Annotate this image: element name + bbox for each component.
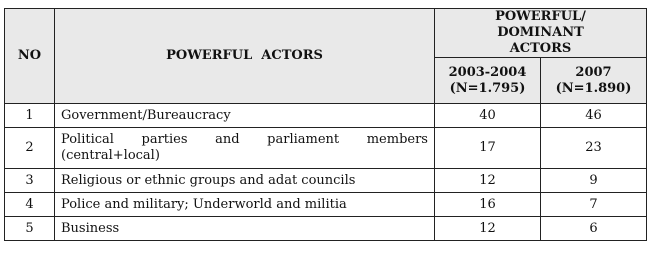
row-number: 4 bbox=[5, 193, 55, 217]
word-parties: parties bbox=[141, 132, 188, 147]
header-powerful-actors: POWERFUL ACTORS bbox=[55, 9, 435, 104]
header-no: NO bbox=[5, 9, 55, 104]
header-col2-label: 2007 (N=1.890) bbox=[555, 64, 632, 96]
header-2007 bbox=[541, 58, 647, 104]
table-row bbox=[5, 104, 647, 128]
word-parliament: parliament bbox=[267, 132, 340, 147]
header-col1-label: 2003-2004 (N=1.795) bbox=[448, 64, 527, 96]
table-row bbox=[5, 169, 647, 193]
row-value-2007: 46 bbox=[541, 104, 647, 128]
row-actor bbox=[55, 128, 435, 169]
row-value-2007: 9 bbox=[541, 169, 647, 193]
table-row bbox=[5, 128, 647, 169]
row-value-2003-2004: 40 bbox=[435, 104, 541, 128]
row-value-2003-2004: 17 bbox=[435, 128, 541, 169]
row-value-2007: 6 bbox=[541, 217, 647, 241]
word-and: and bbox=[215, 132, 240, 147]
word-political: Political bbox=[61, 132, 114, 147]
header-row-1 bbox=[5, 9, 647, 58]
word-members: members bbox=[366, 132, 428, 147]
table-row bbox=[5, 193, 647, 217]
cut-off-caption bbox=[0, 0, 654, 7]
cut-off-following-text bbox=[0, 252, 654, 268]
row-actor: Religious or ethnic groups and adat councils bbox=[55, 169, 435, 193]
row-actor-line-2: (central+local) bbox=[61, 148, 160, 163]
header-powerful-dominant-actors bbox=[435, 9, 647, 58]
row-actor-line-1 bbox=[61, 132, 428, 148]
header-group-label: POWERFUL/ DOMINANT ACTORS bbox=[495, 9, 586, 56]
row-number: 1 bbox=[5, 104, 55, 128]
row-value-2003-2004: 12 bbox=[435, 217, 541, 241]
row-number: 3 bbox=[5, 169, 55, 193]
row-value-2007: 23 bbox=[541, 128, 647, 169]
row-value-2007: 7 bbox=[541, 193, 647, 217]
row-value-2003-2004: 12 bbox=[435, 169, 541, 193]
powerful-actors-table bbox=[4, 8, 647, 241]
row-actor: Government/Bureaucracy bbox=[55, 104, 435, 128]
header-2003-2004 bbox=[435, 58, 541, 104]
row-actor: Police and military; Underworld and militia bbox=[55, 193, 435, 217]
row-actor: Business bbox=[55, 217, 435, 241]
row-number: 2 bbox=[5, 128, 55, 169]
table-row bbox=[5, 217, 647, 241]
row-number: 5 bbox=[5, 217, 55, 241]
row-value-2003-2004: 16 bbox=[435, 193, 541, 217]
